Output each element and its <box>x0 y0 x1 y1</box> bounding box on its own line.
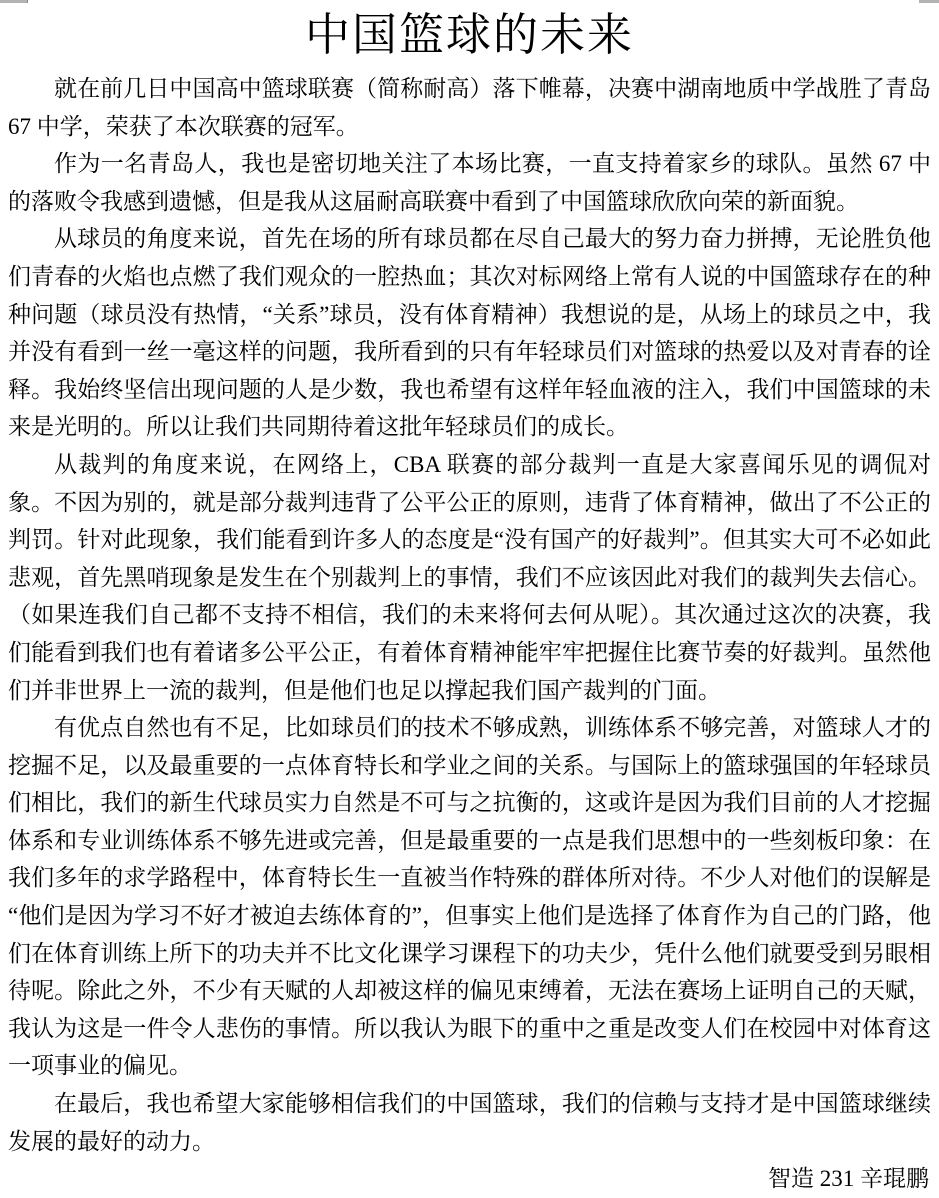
essay-paragraph-1: 就在前几日中国高中篮球联赛（简称耐高）落下帷幕，决赛中湖南地质中学战胜了青岛 67 中学，荣获了本次联赛的冠军。 <box>8 76 931 139</box>
essay-paragraph-6: 在最后，我也希望大家能够相信我们的中国篮球，我们的信赖与支持才是中国篮球继续发展的最好的动力。 <box>8 1091 931 1154</box>
page-edge-artifact-right <box>919 0 939 3</box>
page-title: 中国篮球的未来 <box>304 10 634 60</box>
essay-paragraph-3: 从球员的角度来说，首先在场的所有球员都在尽自己最大的努力奋力拼搏，无论胜负他们青春的火焰也点燃了我们观众的一腔热血；其次对标网络上常有人说的中国篮球存在的种种问题（球员没有热情，“关系”球员，没有体育精神）我想说的是，从场上的球员之中，我并没有看到一丝一毫这样的问题，我所看到的只有年轻球员们对篮球的热爱以及对青春的诠释。我始终坚信出现问题的人是少数，我也希望有这样年轻血液的注入，我们中国篮球的未来是光明的。所以让我们共同期待着这批年轻球员们的成长。 <box>8 226 931 440</box>
essay-paragraph-4: 从裁判的角度来说，在网络上，CBA 联赛的部分裁判一直是大家喜闻乐见的调侃对象。不因为别的，就是部分裁判违背了公平公正的原则，违背了体育精神，做出了不公正的判罚。针对此现象，我们能看到许多人的态度是“没有国产的好裁判”。但其实大可不必如此悲观，首先黑哨现象是发生在个别裁判上的事情，我们不应该因此对我们的裁判失去信心。（如果连我们自己都不支持不相信，我们的未来将何去何从呢）。其次通过这次的决赛，我们能看到我们也有着诸多公平公正，有着体育精神能牢牢把握住比赛节奏的好裁判。虽然他们并非世界上一流的裁判，但是他们也足以撑起我们国产裁判的门面。 <box>8 451 931 703</box>
essay-paragraph-5: 有优点自然也有不足，比如球员们的技术不够成熟，训练体系不够完善，对篮球人才的挖掘不足，以及最重要的一点体育特长和学业之间的关系。与国际上的篮球强国的年轻球员们相比，我们的新生代球员实力自然是不可与之抗衡的，这或许是因为我们目前的人才挖掘体系和专业训练体系不够先进或完善，但是最重要的一点是我们思想中的一些刻板印象：在我们多年的求学路程中，体育特长生一直被当作特殊的群体所对待。不少人对他们的误解是“他们是因为学习不好才被迫去练体育的”，但事实上他们是选择了体育作为自己的门路，他们在体育训练上所下的功夫并不比文化课学习课程下的功夫少，凭什么他们就要受到另眼相待呢。除此之外，不少有天赋的人却被这样的偏见束缚着，无法在赛场上证明自己的天赋，我认为这是一件令人悲伤的事情。所以我认为眼下的重中之重是改变人们在校园中对体育这一项事业的偏见。 <box>8 715 931 1079</box>
essay-body <box>8 70 931 1160</box>
essay-paragraph-2: 作为一名青岛人，我也是密切地关注了本场比赛，一直支持着家乡的球队。虽然 67 中的落败令我感到遗憾，但是我从这届耐高联赛中看到了中国篮球欣欣向荣的新面貌。 <box>8 151 931 214</box>
author-signature: 智造 231 辛琨鹏 <box>768 1166 929 1192</box>
page-edge-artifact-left <box>0 0 28 3</box>
document-page <box>8 4 931 1198</box>
